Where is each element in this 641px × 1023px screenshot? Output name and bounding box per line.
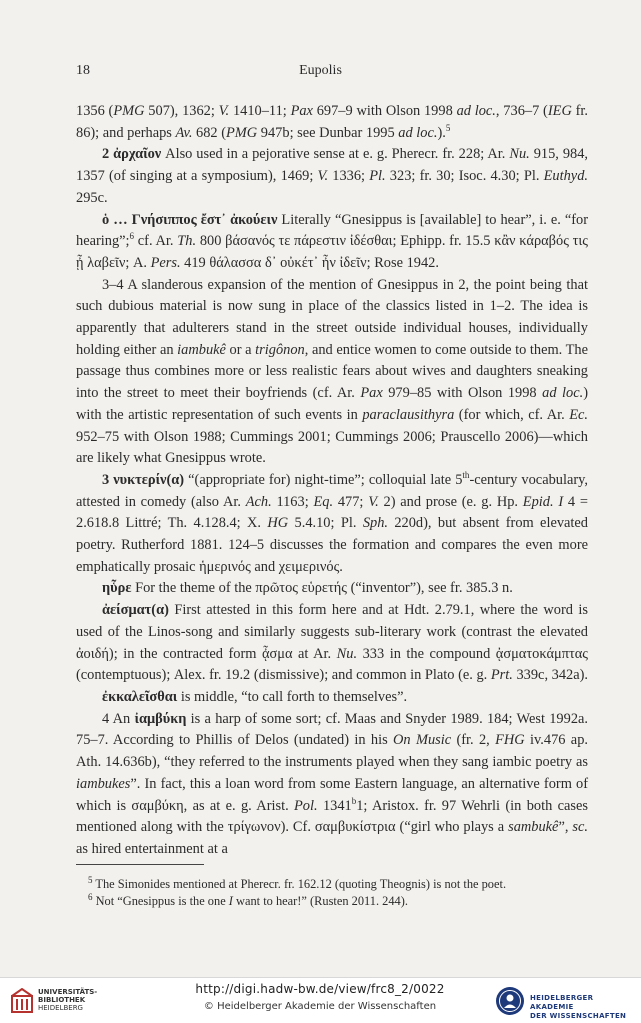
hadw-name-line-1: HEIDELBERGER AKADEMIE (530, 994, 594, 1011)
hadw-name-line-2: DER WISSENSCHAFTEN (530, 1012, 627, 1020)
footnote-6: $^6$ Not “Gnesippus is the one I want to hear!” (Rusten 2011. 244). (88, 891, 408, 908)
ub-heidelberg-logo[interactable] (10, 987, 130, 1017)
library-building-icon (10, 988, 34, 1014)
ub-name-line-2: BIBLIOTHEK (38, 996, 86, 1004)
page-number: 18 (76, 63, 90, 78)
lemma: ἰαμβύκη (134, 710, 187, 727)
footnote-ref-6: 6 (129, 231, 135, 242)
copyright-notice: © Heidelberger Akademie der Wissenschaften (203, 1001, 437, 1012)
permalink-url[interactable]: http://digi.hadw-bw.de/view/frc8_2/0022 (195, 982, 445, 996)
lemma: 2 ἀρχαῖον (102, 146, 162, 163)
lemma: ἀείσματ(α) (102, 602, 169, 619)
paragraph-9: 4 An ἰαμβύκη is a harp of some sort; cf. Maas and Snyder 1989. 184; West 1992a. 75–7. According to Phillis of Delos (undated) in his On Music (fr. 2, FHG iv.476 ap. Ath. 14.636b), “they referred to the instruments played when they sang iambic poetry as iambukes”. In fact, this a loan word from some Eastern language, an alternative form of which is σαμβύκη, as at e. g. Arist. Pol. 1341$^b$1; Aristox. fr. 97 Wehrli (in both cases mentioned along with the τρίγωνον). Cf. σαμβυκίστρια (“girl who plays a sambukê”, sc. as hired entertainment at a (76, 710, 589, 857)
footnote-ref-5: 5 (445, 122, 451, 133)
paragraph-3: ὁ … Γνήσιππος ἔστ᾽ ἀκούειν Literally “Gnesippus is [available] to hear”, i. e. “for hearing”;$^6$ cf. Ar. Th. 800 βάσανός τε πάρεστιν ἰδέσθαι; Ephipp. fr. 15.5 κἂν κάραβός τις ᾖ λαβεῖν; A. Pers. 419 θάλασσα δ᾽ οὐκέτ᾽ ἦν ἰδεῖν; Rose 1942. (76, 211, 588, 271)
ub-name-line-3: HEIDELBERG (38, 1004, 83, 1012)
lemma: ηὗρε (102, 580, 132, 597)
paragraph-4: 3–4 A slanderous expansion of the mention of Gnesippus in 2, the point being that such dubious material is now sung in place of the classics listed in 1–2. The idea is apparently that adulterers stand in the street outside individual houses, individually holding either an iambukê or a trigônon, and entice women to come outside to them. The passage thus combines more or less realistic fears about wives and daughters sneaking into the street to meet their boyfriends (cf. Ar. Pax 979–85 with Olson 1998 ad loc.) with the artistic representation of such events in paraclausithyra (for which, cf. Ar. Ec. 952–75 with Olson 1988; Cummings 2001; Cummings 2006; Prauscello 2006)—which are likely what Gnesippus wrote. (76, 276, 589, 467)
paragraph-8: ἐκκαλεῖσθαι is middle, “to call forth to themselves”. (102, 688, 408, 705)
lemma: 3 νυκτερίν(α) (102, 471, 185, 488)
academy-seal-icon (495, 986, 525, 1016)
commentary-body (76, 101, 588, 861)
paragraph-1: 1356 (PMG 507), 1362; V. 1410–11; Pax 697–9 with Olson 1998 ad loc., 736–7 (IEG fr. 86); and perhaps Av. 682 (PMG 947b; see Dunbar 1995 ad loc.).$^5$ (76, 103, 589, 141)
hadw-logo[interactable] (495, 986, 635, 1018)
viewer-footer (0, 977, 641, 1023)
ub-name-line-1: UNIVERSITÄTS- (38, 988, 98, 996)
paragraph-6: ηὗρε For the theme of the πρῶτος εὑρετής (“inventor”), see fr. 385.3 n. (102, 580, 513, 597)
running-head: Eupolis (299, 63, 342, 78)
paragraph-5: 3 νυκτερίν(α) “(appropriate for) night-time”; colloquial late 5th-century vocabulary, attested in comedy (also Ar. Ach. 1163; Eq. 477; V. 2) and prose (e. g. Hp. Epid. I 4 = 2.618.8 Littré; Th. 4.128.4; X. HG 5.4.10; Pl. Sph. 220d), but absent from elevated poetry. Rutherford 1881. 124–5 discusses the formation and compares the even more emphatically prosaic ἡμερινός and χειμερινός. (76, 470, 589, 575)
paragraph-7: ἀείσματ(α) First attested in this form here and at Hdt. 2.79.1, where the word is used of the Linos-song and similarly suggests sub-literary work (contrast the elevated ἀοιδή); in the contracted form ᾆσμα at Ar. Nu. 333 in the compound ᾀσματοκάμπτας (contemptuous); Alex. fr. 19.2 (dismissive); and common in Plato (e. g. Prt. 339c, 342a). (76, 602, 589, 684)
paragraph-2: 2 ἀρχαῖον Also used in a pejorative sense at e. g. Pherecr. fr. 228; Ar. Nu. 915, 984, 1357 (of singing at a symposium), 1469; V. 1336; Pl. 323; fr. 30; Isoc. 4.30; Pl. Euthyd. 295c. (76, 146, 588, 206)
footnote-rule (76, 864, 204, 865)
lemma: ἐκκαλεῖσθαι (102, 688, 178, 705)
lemma: ὁ … Γνήσιππος ἔστ᾽ ἀκούειν (102, 211, 278, 228)
footnote-5: $^5$ The Simonides mentioned at Pherecr. fr. 162.12 (quoting Theognis) is not the poet. (88, 874, 507, 891)
